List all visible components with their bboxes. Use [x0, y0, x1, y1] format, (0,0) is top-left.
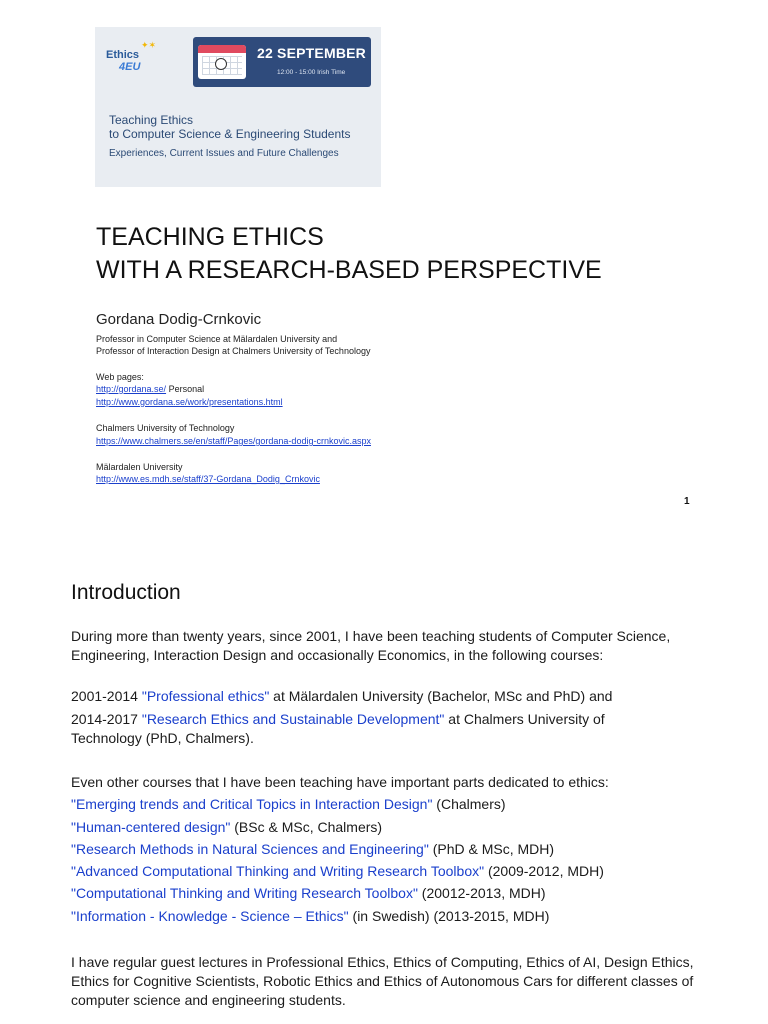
intro-paragraph-3: I have regular guest lectures in Professional Ethics, Ethics of Computing, Ethics of AI, Design Ethics, Ethics for Cognitive Scientists, Robotic Ethics and Ethics of Autonomous Cars for different classes of computer science and engineering students.: [71, 954, 694, 1008]
mdh-link[interactable]: http://www.es.mdh.se/staff/37-Gordana_Dodig_Crnkovic: [96, 474, 320, 484]
title-line1: TEACHING ETHICS: [96, 223, 324, 251]
banner-title: [109, 113, 350, 141]
chalmers-link[interactable]: https://www.chalmers.se/en/staff/Pages/gordana-dodig-crnkovic.aspx: [96, 436, 371, 446]
personal-link[interactable]: http://gordana.se/: [96, 384, 167, 394]
page-title: [96, 221, 602, 287]
course-1-info: at Mälardalen University (Bachelor, MSc and PhD) and: [269, 688, 613, 704]
course-info: (PhD & MSc, MDH): [428, 841, 555, 857]
course-info: (20012-2013, MDH): [417, 885, 546, 901]
banner-title-line2: to Computer Science & Engineering Students: [109, 127, 351, 141]
clock-icon: [215, 58, 227, 70]
section-heading: Introduction: [71, 581, 181, 604]
list-item: [71, 795, 506, 814]
page-number: 1: [684, 496, 690, 507]
logo-sub: 4EU: [119, 61, 141, 73]
banner-title-line1: Teaching Ethics: [109, 113, 194, 127]
date-box: [193, 37, 371, 87]
course-name: "Research Methods in Natural Sciences and Engineering": [71, 841, 429, 857]
calendar-icon: [198, 45, 246, 79]
course-line-2-cont: Technology (PhD, Chalmers).: [71, 730, 254, 746]
course-name: "Computational Thinking and Writing Research Toolbox": [71, 885, 418, 901]
course-info: (2009-2012, MDH): [484, 863, 604, 879]
list-item: [71, 907, 549, 926]
intro-paragraph-1: During more than twenty years, since 2001, I have been teaching students of Computer Science, Engineering, Interaction Design and occasionally Economics, in the following courses:: [71, 628, 671, 663]
list-item: [71, 862, 604, 881]
event-date: 22 SEPTEMBER: [257, 45, 366, 61]
list-item: [71, 818, 382, 837]
logo-main: Ethics: [106, 49, 140, 61]
author-name: Gordana Dodig-Crnkovic: [96, 311, 262, 328]
course-name: "Emerging trends and Critical Topics in Interaction Design": [71, 796, 433, 812]
course-name: "Advanced Computational Thinking and Writing Research Toolbox": [71, 863, 485, 879]
personal-link-row: [96, 383, 204, 395]
banner-subtitle: Experiences, Current Issues and Future Challenges: [109, 148, 339, 159]
presentations-link[interactable]: http://www.gordana.se/work/presentations.html: [96, 397, 283, 407]
presentations-link-row: [96, 396, 283, 408]
course-2-name: "Research Ethics and Sustainable Development": [141, 711, 445, 727]
course-2-info: at Chalmers University of: [444, 711, 605, 727]
course-info: (in Swedish) (2013-2015, MDH): [348, 908, 550, 924]
chalmers-link-row: [96, 435, 371, 447]
course-name: "Human-centered design": [71, 819, 231, 835]
course-info: (Chalmers): [432, 796, 506, 812]
star-icon: ✦✶: [141, 40, 157, 50]
course-1-name: "Professional ethics": [141, 688, 270, 704]
course-line-2: [71, 710, 605, 729]
mdh-link-row: [96, 473, 320, 485]
list-item: [71, 884, 546, 903]
mdh-label: Mälardalen University: [96, 462, 183, 472]
event-time: 12:00 - 15:00 Irish Time: [277, 69, 346, 76]
ethics4eu-logo: [106, 49, 140, 73]
course-info: (BSc & MSc, Chalmers): [230, 819, 383, 835]
author-role-2: Professor of Interaction Design at Chalmers University of Technology: [96, 346, 371, 356]
title-line2: WITH A RESEARCH-BASED PERSPECTIVE: [96, 256, 602, 284]
course-1-years: 2001-2014: [71, 688, 142, 704]
author-role-1: Professor in Computer Science at Mälardalen University and: [96, 334, 338, 344]
intro-paragraph-2: Even other courses that I have been teaching have important parts dedicated to ethics:: [71, 774, 609, 790]
course-line-1: [71, 687, 612, 706]
list-item: [71, 840, 554, 859]
course-name: "Information - Knowledge - Science – Ethics": [71, 908, 349, 924]
web-pages-label: Web pages:: [96, 372, 144, 382]
event-banner: [95, 27, 381, 187]
personal-link-suffix: Personal: [166, 384, 205, 394]
course-2-years: 2014-2017: [71, 711, 142, 727]
chalmers-label: Chalmers University of Technology: [96, 423, 235, 433]
